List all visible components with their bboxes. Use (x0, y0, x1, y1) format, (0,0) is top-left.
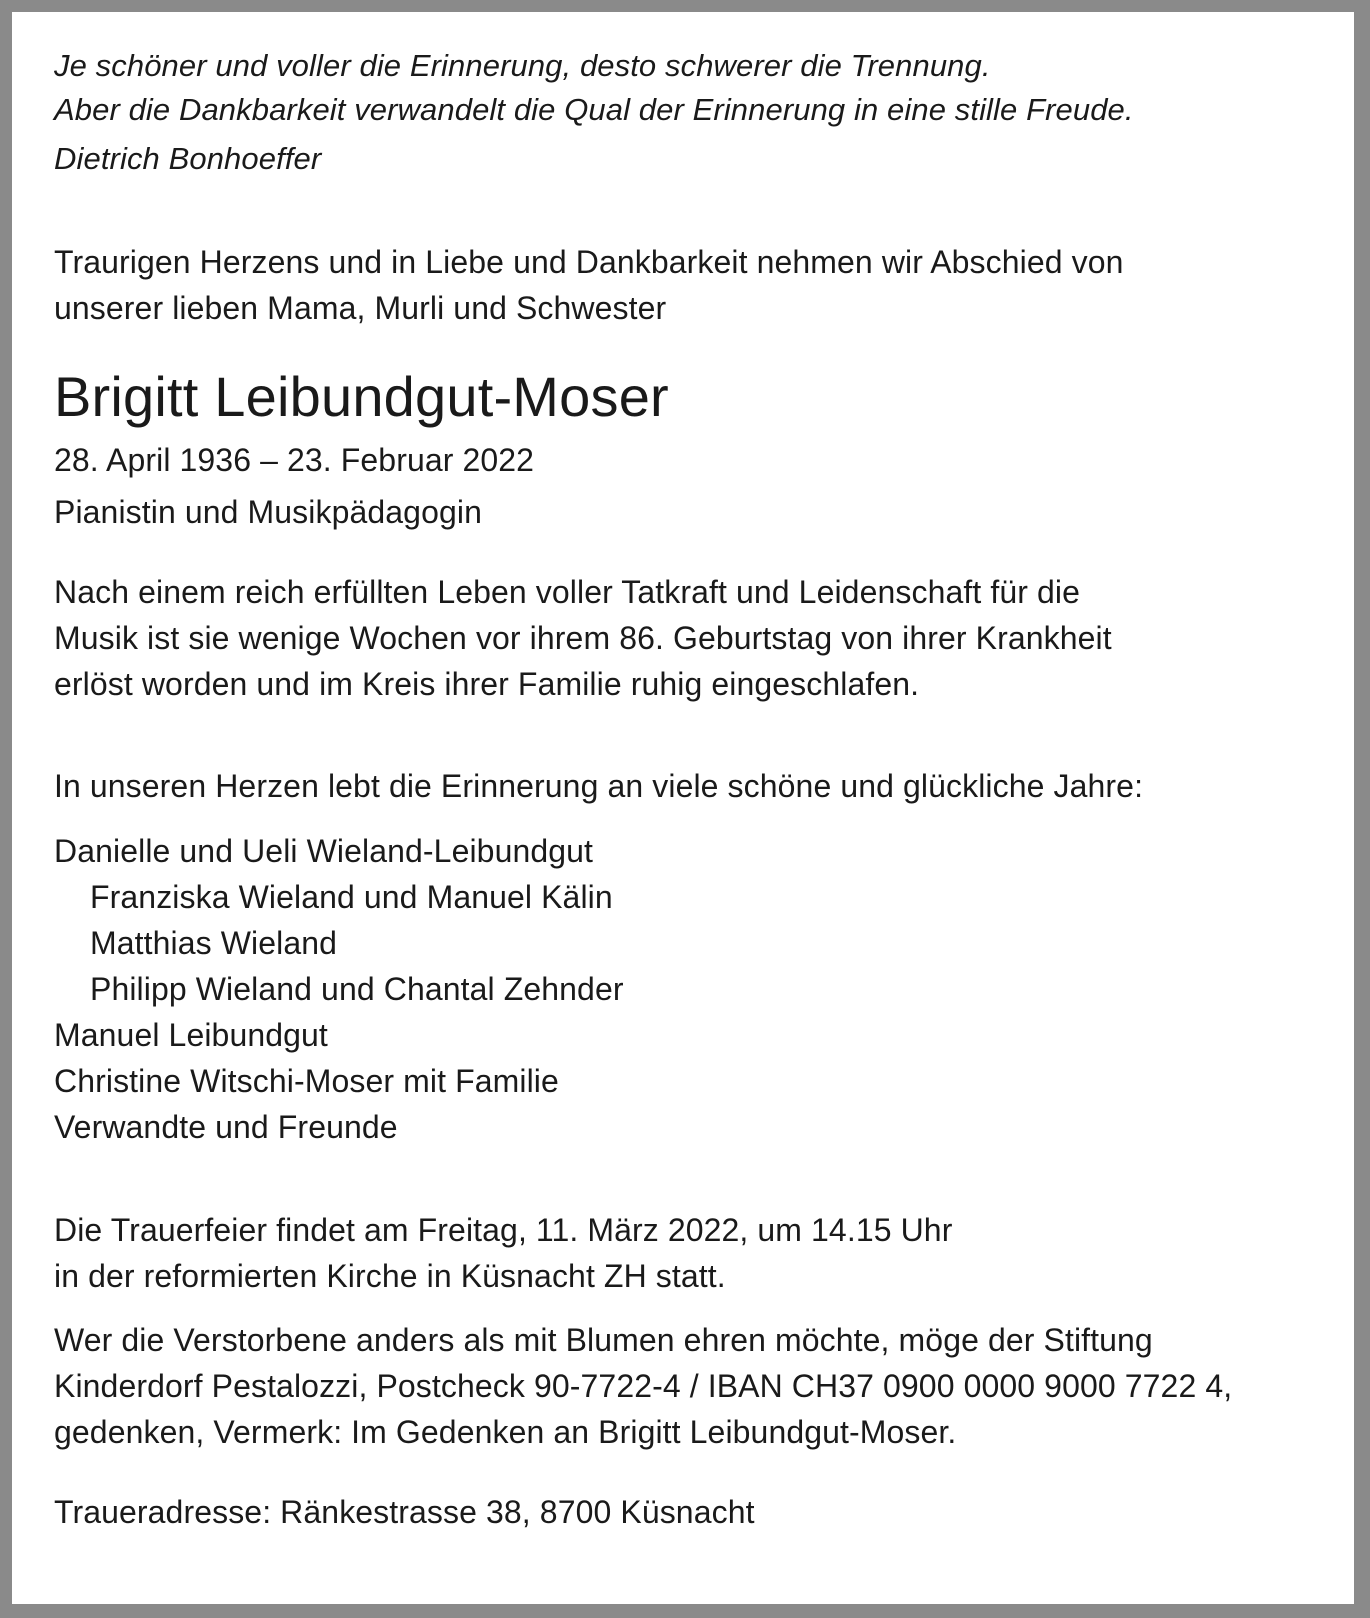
quote-author: Dietrich Bonhoeffer (54, 141, 322, 176)
intro-line-2: unserer lieben Mama, Murli und Schwester (54, 290, 667, 326)
donation-line-1: Wer die Verstorbene anders als mit Blumen ehren möchte, möge der Stiftung (54, 1322, 1153, 1358)
life-dates: 28. April 1936 – 23. Februar 2022 (54, 442, 535, 478)
mourner-item: Franziska Wieland und Manuel Kälin (90, 879, 613, 915)
quote-line-2: Aber die Dankbarkeit verwandelt die Qual der Erinnerung in eine stille Freude. (54, 92, 1134, 127)
profession: Pianistin und Musikpädagogin (54, 494, 482, 530)
mourner-item: Philipp Wieland und Chantal Zehnder (90, 971, 624, 1007)
donation-line-3: gedenken, Vermerk: Im Gedenken an Brigitt Leibundgut-Moser. (54, 1414, 957, 1450)
mourner-item: Manuel Leibundgut (54, 1017, 328, 1053)
tribute-line-1: Nach einem reich erfüllten Leben voller Tatkraft und Leidenschaft für die (54, 574, 1080, 610)
deceased-name: Brigitt Leibundgut-Moser (54, 365, 669, 428)
ceremony-line-2: in der reformierten Kirche in Küsnacht ZH statt. (54, 1258, 726, 1294)
mourner-item: Christine Witschi-Moser mit Familie (54, 1063, 559, 1099)
donation-line-2: Kinderdorf Pestalozzi, Postcheck 90-7722-4 / IBAN CH37 0900 0000 9000 7722 4, (54, 1368, 1233, 1404)
obituary-page (12, 12, 1354, 1604)
tribute-line-2: Musik ist sie wenige Wochen vor ihrem 86. Geburtstag von ihrer Krankheit (54, 620, 1112, 656)
quote-line-1: Je schöner und voller die Erinnerung, desto schwerer die Trennung. (54, 48, 991, 83)
mourning-address: Traueradresse: Ränkestrasse 38, 8700 Küsnacht (54, 1494, 755, 1530)
tribute-line-3: erlöst worden und im Kreis ihrer Familie ruhig eingeschlafen. (54, 666, 920, 702)
ceremony-line-1: Die Trauerfeier findet am Freitag, 11. März 2022, um 14.15 Uhr (54, 1212, 953, 1248)
memory-line: In unseren Herzen lebt die Erinnerung an viele schöne und glückliche Jahre: (54, 768, 1144, 804)
mourner-item: Danielle und Ueli Wieland-Leibundgut (54, 833, 594, 869)
intro-line-1: Traurigen Herzens und in Liebe und Dankbarkeit nehmen wir Abschied von (54, 244, 1124, 280)
mourner-item: Matthias Wieland (90, 925, 338, 961)
mourner-item: Verwandte und Freunde (54, 1109, 398, 1145)
